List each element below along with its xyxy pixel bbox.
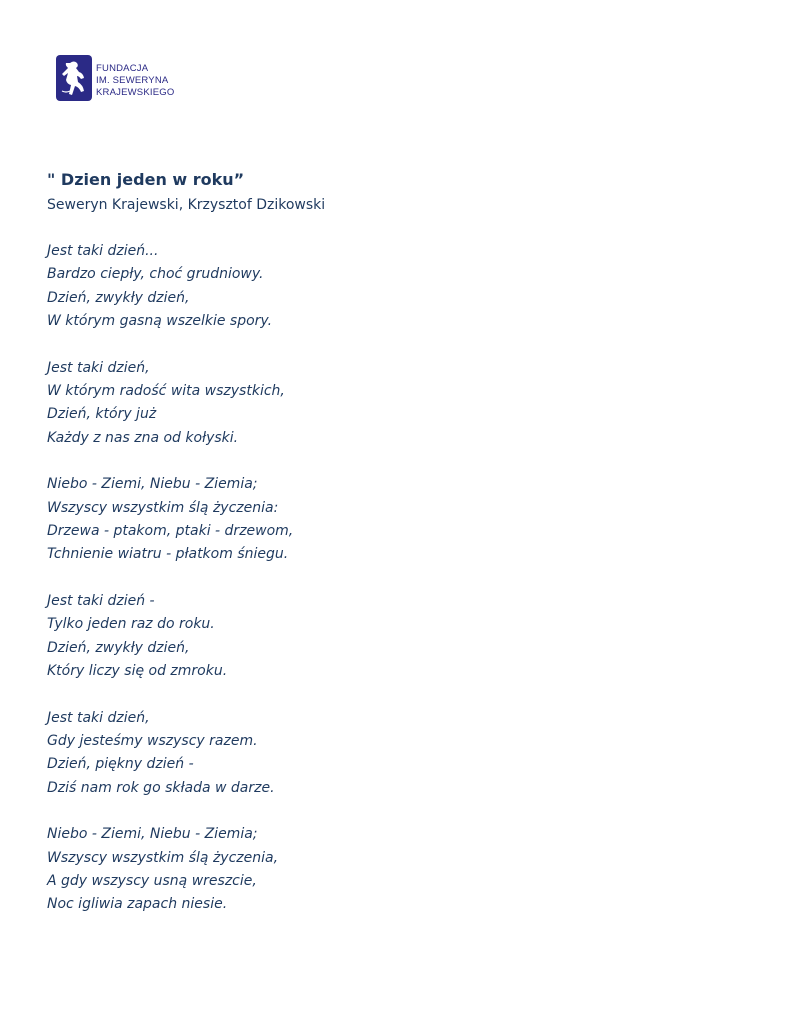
- stanza-3: [47, 473, 747, 566]
- song-authors: Seweryn Krajewski, Krzysztof Dzikowski: [47, 197, 326, 213]
- lyric-line: Noc igliwia zapach niesie.: [47, 896, 228, 913]
- lyric-line: A gdy wszyscy usną wreszcie,: [47, 873, 257, 890]
- stanza-5: [47, 707, 747, 800]
- lyric-line: Jest taki dzień,: [47, 709, 150, 726]
- lyric-line: Tchnienie wiatru - płatkom śniegu.: [47, 546, 289, 563]
- lyrics: [47, 240, 747, 940]
- lyric-line: Gdy jesteśmy wszyscy razem.: [47, 733, 258, 750]
- logo-line-1: FUNDACJA: [96, 63, 149, 74]
- lyric-line: Tylko jeden raz do roku.: [47, 616, 215, 633]
- lyric-line: Dzień, zwykły dzień,: [47, 639, 190, 656]
- lyric-line: Który liczy się od zmroku.: [47, 662, 228, 679]
- lyric-line: Dziś nam rok go składa w darze.: [47, 779, 275, 796]
- lyric-line: Niebo - Ziemi, Niebu - Ziemia;: [47, 476, 258, 493]
- lyric-line: Niebo - Ziemi, Niebu - Ziemia;: [47, 826, 258, 843]
- lyric-line: Jest taki dzień -: [47, 593, 155, 610]
- lyric-line: Bardzo ciepły, choć grudniowy.: [47, 266, 264, 283]
- lyric-line: Każdy z nas zna od kołyski.: [47, 429, 239, 446]
- lyric-line: Jest taki dzień,: [47, 359, 150, 376]
- lyric-line: Dzień, który już: [47, 406, 157, 423]
- lyric-line: Dzień, zwykły dzień,: [47, 289, 190, 306]
- lyric-line: W którym radość wita wszystkich,: [47, 382, 285, 399]
- logo-line-2: IM. SEWERYNA: [96, 75, 169, 86]
- foundation-logo-icon: [56, 55, 92, 101]
- lyric-line: W którym gasną wszelkie spory.: [47, 312, 273, 329]
- stanza-4: [47, 590, 747, 683]
- foundation-logo: [56, 55, 206, 105]
- lyric-line: Dzień, piękny dzień -: [47, 756, 194, 773]
- lyric-line: Jest taki dzień...: [47, 243, 159, 259]
- song-title: " Dzien jeden w roku”: [47, 170, 245, 189]
- logo-line-3: KRAJEWSKIEGO: [96, 87, 175, 98]
- lyric-line: Drzewa - ptakom, ptaki - drzewom,: [47, 522, 294, 539]
- stanza-2: [47, 357, 747, 450]
- lyric-line: Wszyscy wszystkim ślą życzenia:: [47, 499, 279, 516]
- lyric-line: Wszyscy wszystkim ślą życzenia,: [47, 849, 279, 866]
- stanza-6: [47, 823, 747, 916]
- stanza-1: [47, 240, 747, 333]
